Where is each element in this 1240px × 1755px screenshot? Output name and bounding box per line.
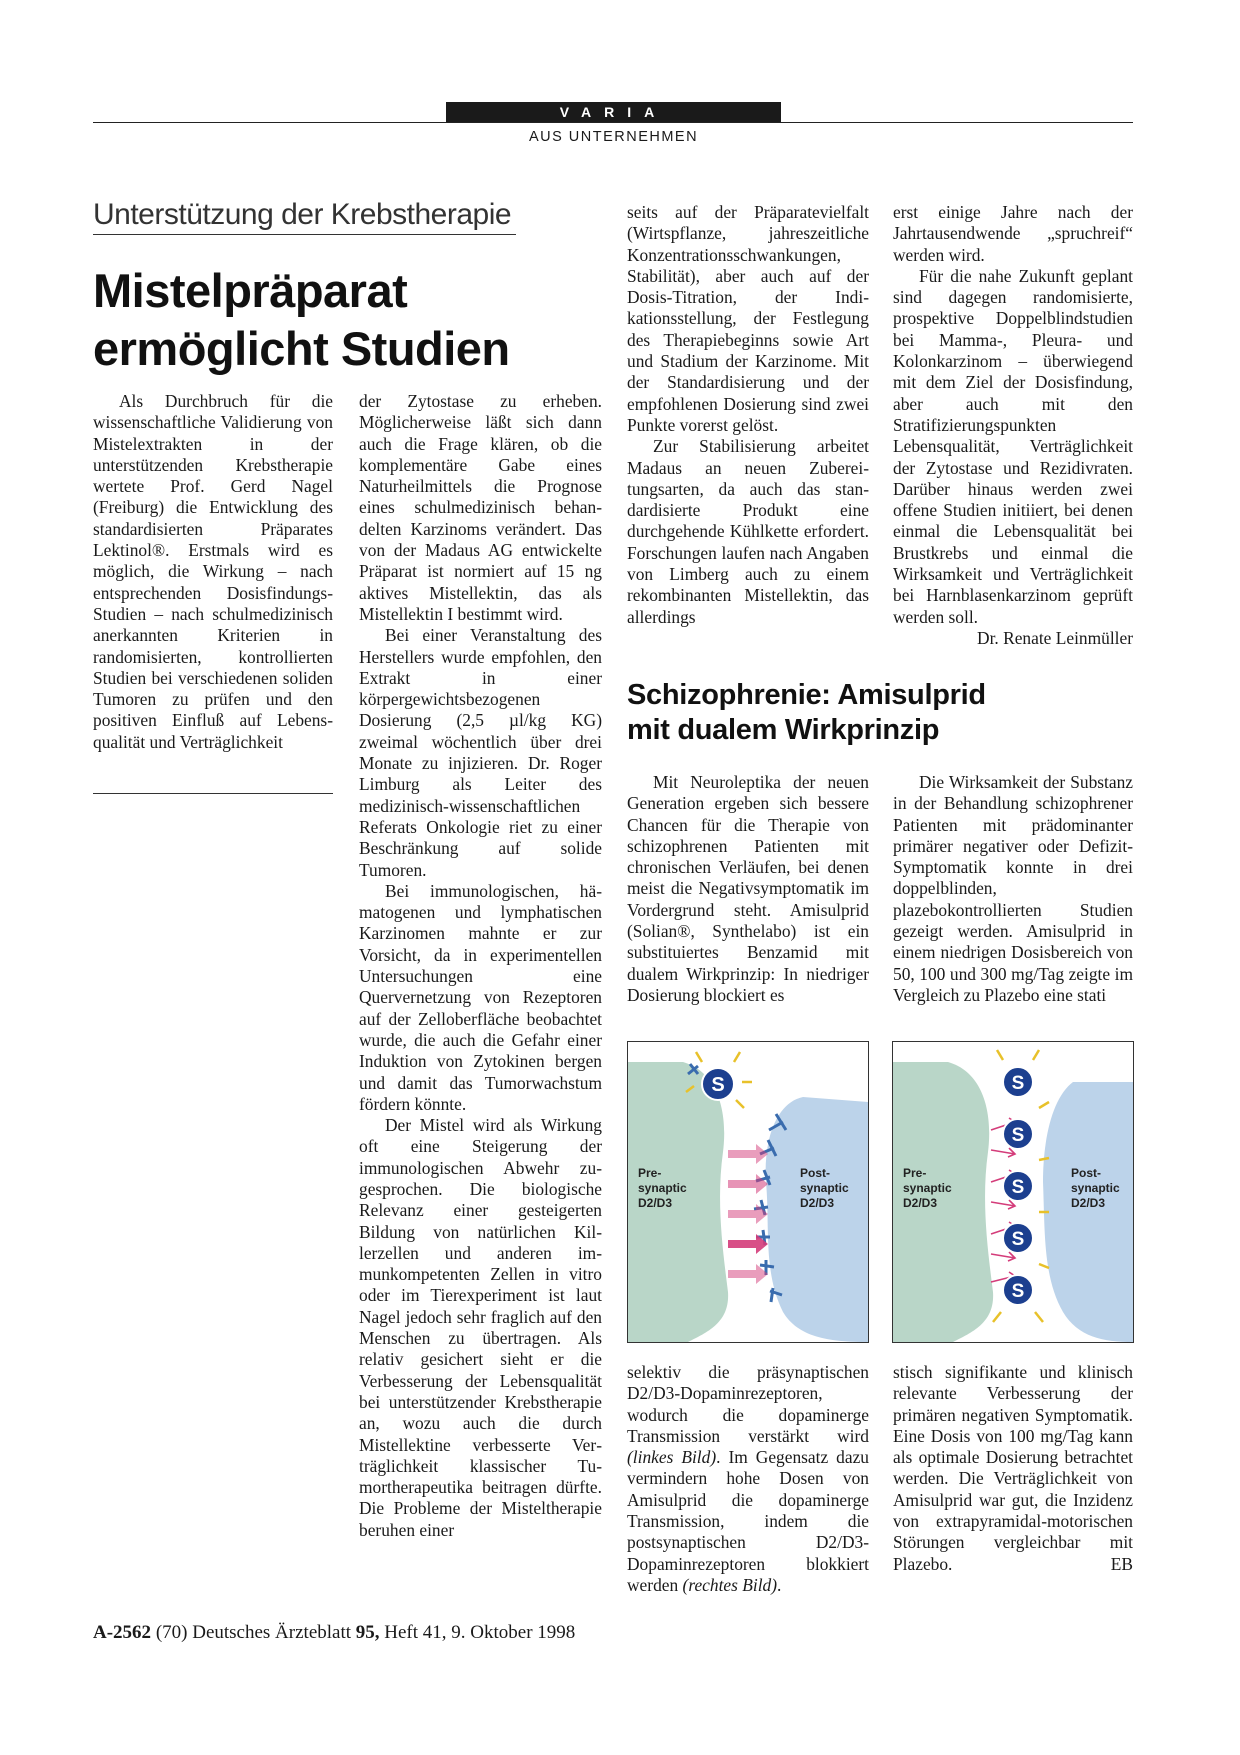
- figure-high-dose: [892, 1041, 1134, 1343]
- page-number: A-2562: [93, 1622, 152, 1643]
- figure-reference-left: (linkes Bild): [627, 1447, 717, 1468]
- article2-title: [627, 678, 1147, 748]
- postsynaptic-cell: [766, 1097, 868, 1342]
- synapse-diagram-left: [628, 1042, 868, 1342]
- section-banner: VARIA: [446, 102, 781, 122]
- article1-paragraph: Bei einer Veranstaltung des Herstellers wurde empfohlen, den Extrakt in einer körpergewichtsbezogenen Dosierung (2,5 µl/kg KG) zweimal wöchentlich über drei Monate zu injizieren. Dr. Roger Limburg als Leiter des medizinisch-wissenschaftlichen Referats Onkologie riet zu einer Beschränkung auf solide Tumoren.: [359, 625, 602, 880]
- article2-title-line2: mit dualem Wirkprinzip: [627, 714, 940, 746]
- article1-column-3: [627, 202, 869, 628]
- article2-paragraph: [627, 1362, 869, 1596]
- volume-number: 95,: [355, 1622, 380, 1643]
- article1-paragraph: Als Durchbruch für die wissenschaftliche Validierung von Mistelextrakten in der unterstützenden Krebstherapie wertete Prof. Gerd Nagel (Freiburg) die Entwicklung des standardisierten Präparates Lektinol®. Erstmals wird es möglich, die Wirkung – nach entsprechenden Dosisfindungs-Studien – nach schulmedizinisch anerkannten Kriterien in randomisierten, kontrollierten Studien bei verschiedenen soliden Tumoren zu prüfen und den positiven Einfluß auf Lebensqualität und Verträglichkeit: [93, 391, 333, 752]
- molecule-label: S: [1011, 1229, 1025, 1250]
- article2-text: .: [777, 1574, 782, 1595]
- article2-title-line1: Schizophrenie: Amisulprid: [627, 679, 986, 711]
- subsection-label: AUS UNTERNEHMEN: [528, 129, 699, 145]
- dopamine-arrows: [728, 1144, 768, 1284]
- post-label-line3: D2/D3: [800, 1196, 835, 1210]
- article1-column-2: [359, 391, 602, 1541]
- molecule-label: S: [1011, 1177, 1025, 1198]
- pre-label-line2: synaptic: [638, 1181, 687, 1195]
- article1-paragraph: Der Mistel wird als Wirkung oft eine Steigerung der immunologischen Abwehr zugesprochen. Die biologische Relevanz einer gesteigerten Bildung von natürlichen Killerzellen und anderen immunkompetenten Zellen in vitro oder im Tierexperiment ist laut Nagel jedoch sehr fraglich auf den Menschen zu übertragen. Als relativ gesichert sieht er die Verbesserung der Lebensqualität bei unterstützender Krebstherapie an, wozu auch die durch Mistellektine verbesserte Verträglichkeit klassischer Tumortherapeutika beitragen dürfte. Die Probleme der Misteltherapie beruhen einer: [359, 1115, 602, 1540]
- header-rule: [93, 122, 1133, 123]
- article1-title-line2: ermöglicht Studien: [93, 322, 510, 375]
- article1-kicker: Unterstützung der Krebstherapie: [93, 198, 516, 235]
- article1-column-1: [93, 391, 333, 753]
- issue-info: Heft 41, 9. Oktober 1998: [379, 1622, 576, 1643]
- article2-column-1: [627, 772, 869, 1006]
- article2-text: selektiv die präsynaptischen D2/D3-Dopaminrezeptoren, wodurch die dopaminerge Transmission verstärkt wird: [627, 1362, 869, 1446]
- molecule-labels: [1012, 1073, 1025, 1302]
- article2-column-2: [893, 772, 1133, 1006]
- article1-paragraph: Zur Stabilisierung arbeitet Madaus an neuen Zubereitungsarten, da auch das standardisierte Produkt eine durchgehende Kühlkette erfordert. Forschungen laufen nach Angaben von Limberg auch zu einem rekombinanten Mistellektin, das allerdings: [627, 436, 869, 627]
- post-label-line1: Post-: [800, 1166, 830, 1180]
- molecule-label: S: [1011, 1281, 1025, 1302]
- post-label-line3: D2/D3: [1071, 1196, 1106, 1210]
- pre-label-line1: Pre-: [903, 1166, 927, 1180]
- article1-paragraph: [893, 265, 1133, 648]
- article1-paragraph: Bei immunologischen, hämatogenen und lymphatischen Karzinomen mahnte er zur Vorsicht, da in experimentellen Untersuchungen eine Quervernetzung von Rezeptoren auf der Zelloberfläche beobachtet wurde, die auch die Gefahr einer Induktion von Zytokinen bergen und damit das Tumorwachstum fördern könnte.: [359, 880, 602, 1114]
- article1-column-4: [893, 202, 1133, 649]
- molecule-label: S: [1011, 1073, 1025, 1094]
- article1-paragraph: der Zytostase zu erheben. Möglicherweise läßt sich dann auch die Frage klären, ob die komplementäre Gabe eines Naturheilmittels die Prognose eines schulmedizinisch behandelten Karzinoms verändert. Das von der Madaus AG entwickelte Präparat ist normiert auf 15 ng aktives Mistellektin, das als Mistellektin I bestimmt wird.: [359, 391, 602, 624]
- column-end-rule: [93, 793, 333, 794]
- publication-info: (70) Deutsches Ärzteblatt: [151, 1622, 356, 1643]
- pre-label-line1: Pre-: [638, 1166, 662, 1180]
- post-label-line2: synaptic: [1071, 1181, 1120, 1195]
- pre-label-line2: synaptic: [903, 1181, 952, 1195]
- molecule-label: S: [711, 1074, 725, 1096]
- post-label-line2: synaptic: [800, 1181, 849, 1195]
- article1-title-line1: Mistelpräparat: [93, 264, 408, 317]
- article2-author: EB: [1110, 1553, 1133, 1574]
- article2-paragraph: Mit Neuroleptika der neuen Generation ergeben sich bessere Chancen für die Therapie von schizophrenen Patienten mit chronischen Verläufen, bei denen meist die Negativsymptomatik im Vordergrund steht. Amisulprid (Solian®, Synthelabo) ist ein substituiertes Benzamid mit dualem Wirkprinzip: In niedriger Dosierung blockiert es: [627, 772, 869, 1005]
- article2-text: stisch signifikante und klinisch relevante Verbesserung der primären negativen Symptomatik. Eine Dosis von 100 mg/Tag kann als optimale Dosierung betrachtet werden. Die Verträglichkeit von Amisulprid war gut, die Inzidenz von extrapyramidal-motorischen Störungen vergleichbar mit Plazebo.: [893, 1362, 1133, 1574]
- molecule-label: S: [1011, 1125, 1025, 1146]
- article2-text: . Im Gegensatz dazu vermindern hohe Dosen von Amisulprid die dopaminerge Transmission, indem die postsynaptischen D2/D3-Dopaminrezeptoren blokkiert werden: [627, 1447, 869, 1595]
- figure-reference-right: (rechtes Bild): [682, 1574, 778, 1595]
- article1-title: [93, 262, 563, 378]
- article2-paragraph: Die Wirksamkeit der Substanz in der Behandlung schizophrener Patienten mit prädominanter primärer negativer oder Defizit-Symptomatik konnte in drei doppelblinden, plazebokontrollierten Studien gezeigt werden. Amisulprid in einem niedrigen Dosisbereich von 50, 100 und 300 mg/Tag zeigte im Vergleich zu Plazebo eine stati: [893, 772, 1133, 1005]
- figure-low-dose: [627, 1041, 869, 1343]
- page-footer: [93, 1622, 575, 1644]
- synapse-diagram-right: [893, 1042, 1133, 1342]
- post-label-line1: Post-: [1071, 1166, 1101, 1180]
- article1-paragraph-text: Für die nahe Zukunft geplant sind dagegen randomisierte, prospektive Doppelblindstudien bei Mamma-, Pleura- und Kolonkarzinom – überwiegend mit dem Ziel der Dosisfindung, aber auch mit den Stratifizierungspunkten Lebensqualität, Verträglichkeit der Zytostase und Rezidivraten. Darüber hinaus werden zwei offene Studien initiiert, bei denen einmal die Lebensqualität bei Brustkrebs und einmal die Wirksamkeit und Verträglichkeit bei Harnblasenkarzinom geprüft werden soll.: [893, 265, 1133, 627]
- article1-author: Dr. Renate Leinmüller: [977, 627, 1133, 648]
- article2-column-4: [893, 1362, 1133, 1575]
- article1-paragraph: seits auf der Präparatevielfalt (Wirtspflanze, jahreszeitliche Konzentrationsschwankungen, Stabilität), aber auch auf der Dosis-Titration, der Indikationsstellung, der Festlegung des Therapiebeginns sowie Art und Stadium der Karzinome. Mit der Standardisierung und der empfohlenen Dosierung sind zwei Punkte vorerst gelöst.: [627, 202, 869, 435]
- article2-column-3: [627, 1362, 869, 1596]
- article2-paragraph: [893, 1362, 1133, 1575]
- postsynaptic-cell: [1043, 1082, 1133, 1342]
- pre-label-line3: D2/D3: [903, 1196, 938, 1210]
- pre-label-line3: D2/D3: [638, 1196, 673, 1210]
- article1-paragraph: erst einige Jahre nach der Jahrtausendwende „spruchreif“ werden wird.: [893, 202, 1133, 265]
